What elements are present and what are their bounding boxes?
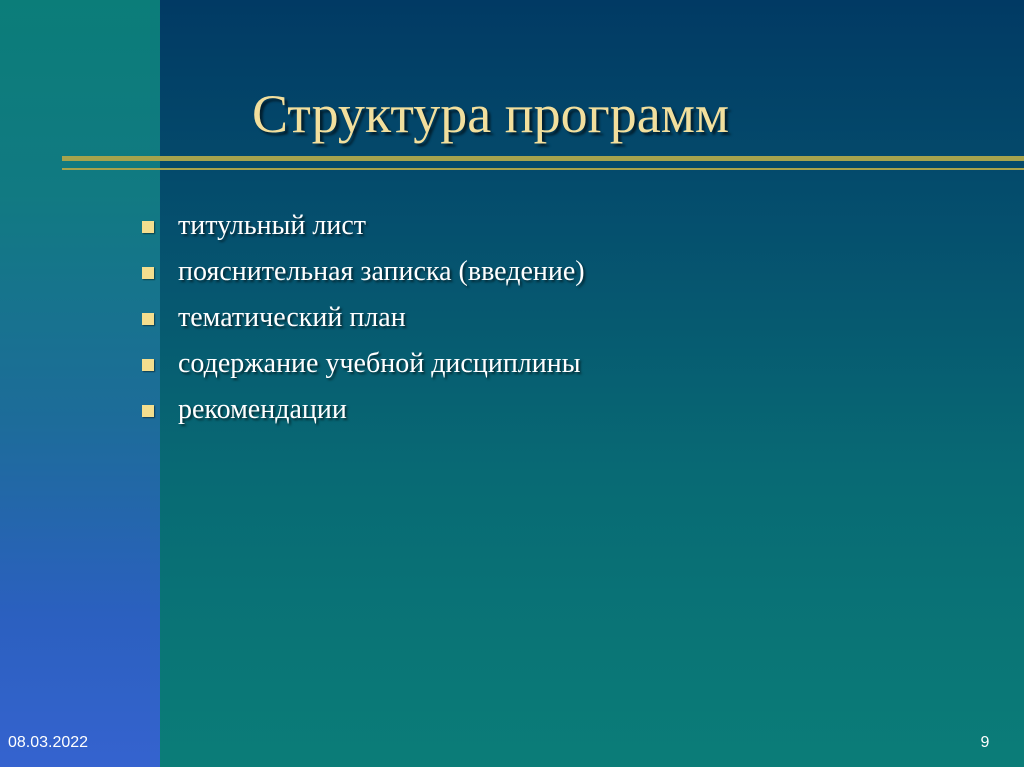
bullet-item <box>140 387 585 433</box>
bullet-text: пояснительная записка (введение) <box>178 256 585 287</box>
title-divider-thin <box>62 168 1024 170</box>
side-panel <box>0 0 160 767</box>
square-bullet-icon <box>142 267 154 279</box>
bullet-text: рекомендации <box>178 394 347 425</box>
bullet-item <box>140 203 585 249</box>
square-bullet-icon <box>142 221 154 233</box>
square-bullet-icon <box>142 313 154 325</box>
bullet-text: тематический план <box>178 302 406 333</box>
bullet-list <box>140 203 585 433</box>
bullet-item <box>140 341 585 387</box>
slide-number: 9 <box>980 734 990 751</box>
bullet-item <box>140 249 585 295</box>
footer-date: 08.03.2022 <box>8 734 89 751</box>
bullet-text: титульный лист <box>178 210 367 241</box>
square-bullet-icon <box>142 405 154 417</box>
slide-title: Структура программ <box>252 84 730 144</box>
bullet-text: содержание учебной дисциплины <box>178 348 581 379</box>
title-divider-thick <box>62 156 1024 161</box>
square-bullet-icon <box>142 359 154 371</box>
bullet-item <box>140 295 585 341</box>
